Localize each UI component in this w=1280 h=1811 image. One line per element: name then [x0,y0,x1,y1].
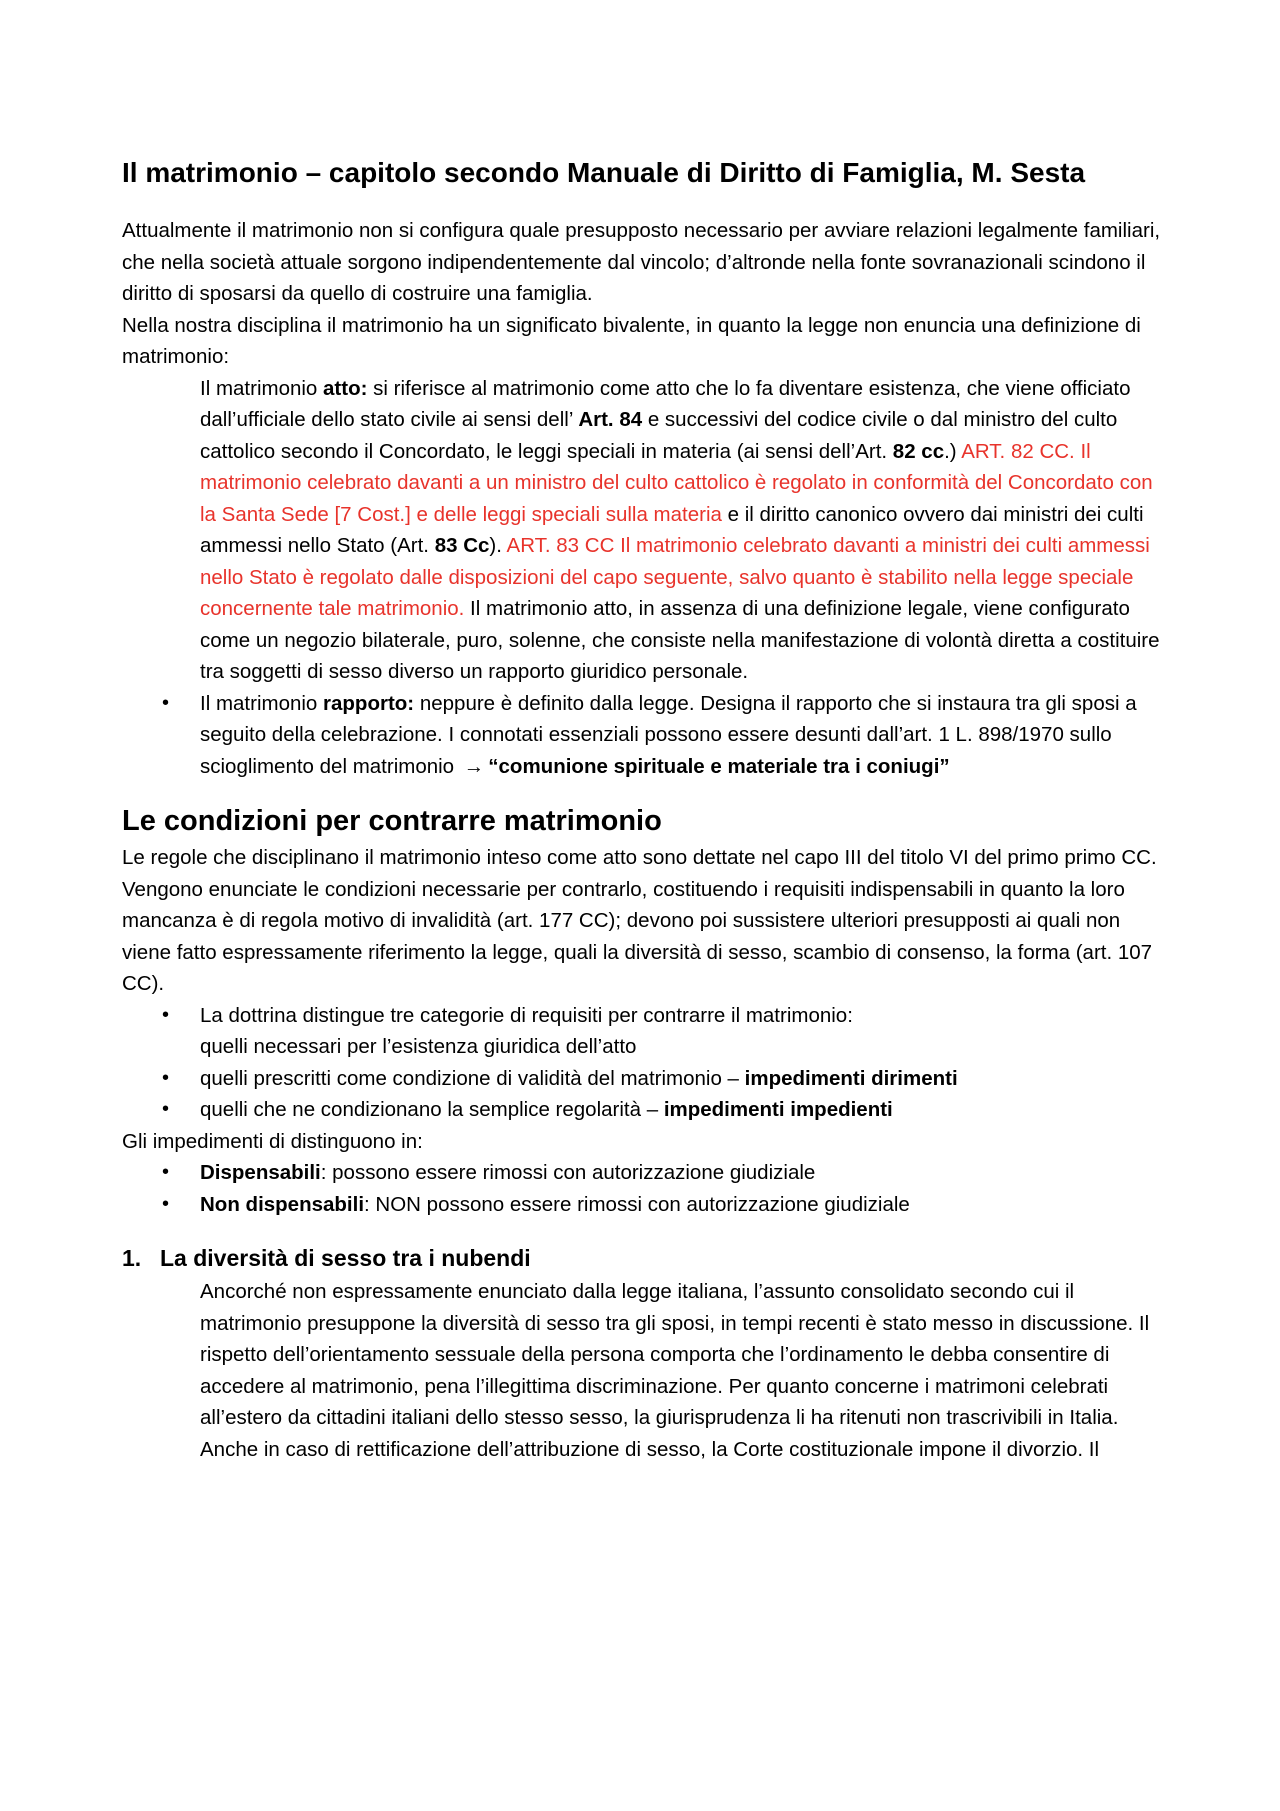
diversita-paragraph: Ancorché non espressamente enunciato dalla legge italiana, l’assunto consolidato secondo cui il matrimonio presuppone la diversità di sesso tra gli sposi, in tempi recenti è stato messo in discussione. Il rispetto dell’orientamento sessuale della persona comporta che l’ordinamento le debba consentire di accedere al matrimonio, pena l’illegittima discriminazione. Per quanto concerne i matrimoni celebrati all’estero da cittadini italiani dello stesso sesso, la giurisprudenza li ha ritenuti non trascrivibili in Italia. Anche in caso di rettificazione dell’attribuzione di sesso, la Corte costituzionale impone il divorzio. Il [200,1280,1150,1461]
document-body [122,152,1172,1465]
list-item: • Dispensabili: possono essere rimossi con autorizzazione giudiziale [122,1157,1172,1189]
list-item: • La dottrina distingue tre categorie di requisiti per contrarre il matrimonio: quelli necessari per l’esistenza giuridica dell’atto [122,1000,1172,1063]
section-heading-diversita: 1. La diversità di sesso tra i nubendi [160,1242,1172,1274]
bullet-icon: • [162,1098,170,1120]
section-number: 1. [122,1245,142,1271]
list-item: • Non dispensabili: NON possono essere rimossi con autorizzazione giudiziale [122,1189,1172,1221]
document-title: Il matrimonio – capitolo secondo Manuale di Diritto di Famiglia, M. Sesta [122,157,1086,188]
impedimenti-intro: Gli impedimenti di distinguono in: [122,1129,423,1153]
intro-paragraph-1: Attualmente il matrimonio non si configura quale presupposto necessario per avviare relazioni legalmente familiari, che nella società attuale sorgono indipendentemente dal vincolo; d’altronde nella fonte sovranazionali scindono il diritto di sposarsi da quello di costruire una famiglia. [122,219,1161,305]
bullet-icon: • [162,691,170,714]
arrow-right-icon: → [463,754,485,778]
intro-paragraph-2: Nella nostra disciplina il matrimonio ha un significato bivalente, in quanto la legge non enuncia una definizione di matrimonio: [122,313,1141,368]
matrimonio-rapporto-bullet: • Il matrimonio rapporto: neppure è definito dalla legge. Designa il rapporto che si instaura tra gli sposi a seguito della celebrazione. I connotati essenziali possono essere desunti dall’art. 1 L. 898/1970 sullo scioglimento del matrimonio → “comunione spirituale e materiale tra i coniugi” [122,688,1172,783]
bullet-icon: • [162,1066,170,1089]
list-item: • quelli che ne condizionano la semplice regolarità – impedimenti impedienti [122,1094,1172,1126]
bullet-icon: • [162,1161,170,1183]
bullet-icon: • [162,1192,170,1215]
matrimonio-atto-paragraph: Il matrimonio atto: si riferisce al matrimonio come atto che lo fa diventare esistenza, che viene officiato dall’ufficiale dello stato civile ai sensi dell’ Art. 84 e successivi del codice civile o dal ministro del culto cattolico secondo il Concordato, le leggi speciali in materia (ai sensi dell’Art. 82 cc.) ART. 82 CC. Il matrimonio celebrato davanti a un ministro del culto cattolico è regolato in conformità del Concordato con la Santa Sede [7 Cost.] e delle leggi speciali sulla materia e il diritto canonico ovvero dai ministri dei culti ammessi nello Stato (Art. 83 Cc). ART. 83 CC Il matrimonio celebrato davanti a ministri dei culti ammessi nello Stato è regolato dalle disposizioni del capo seguente, salvo quanto è stabilito nella legge speciale concernente tale matrimonio. Il matrimonio atto, in assenza di una definizione legale, viene configurato come un negozio bilaterale, puro, solenne, che consiste nella manifestazione di volontà diretta a costituire tra soggetti di sesso diverso un rapporto giuridico personale. [200,376,1160,683]
art-82-quote: ART. 82 CC. Il matrimonio celebrato davanti a un ministro del culto cattolico è regolato in conformità del Concordato con la Santa Sede [7 Cost.] e delle leggi speciali sulla materia [200,439,1153,526]
section-heading-condizioni: Le condizioni per contrarre matrimonio [122,805,662,837]
condizioni-paragraph: Le regole che disciplinano il matrimonio inteso come atto sono dettate nel capo III del titolo VI del primo primo CC. Vengono enunciate le condizioni necessarie per contrarlo, costituendo i requisiti indispensabili in quanto la loro mancanza è di regola motivo di invalidità (art. 177 CC); devono poi sussistere ulteriori presupposti ai quali non viene fatto espressamente riferimento la legge, quali la diversità di sesso, scambio di consenso, la forma (art. 107 CC). [122,846,1157,995]
art-83-quote: ART. 83 CC Il matrimonio celebrato davanti a ministri dei culti ammessi nello Stato è regolato dalle disposizioni del capo seguente, salvo quanto è stabilito nella legge speciale concernente tale matrimonio. [200,534,1150,620]
list-item: • quelli prescritti come condizione di validità del matrimonio – impedimenti dirimenti [122,1063,1172,1095]
bullet-icon: • [162,1003,170,1026]
